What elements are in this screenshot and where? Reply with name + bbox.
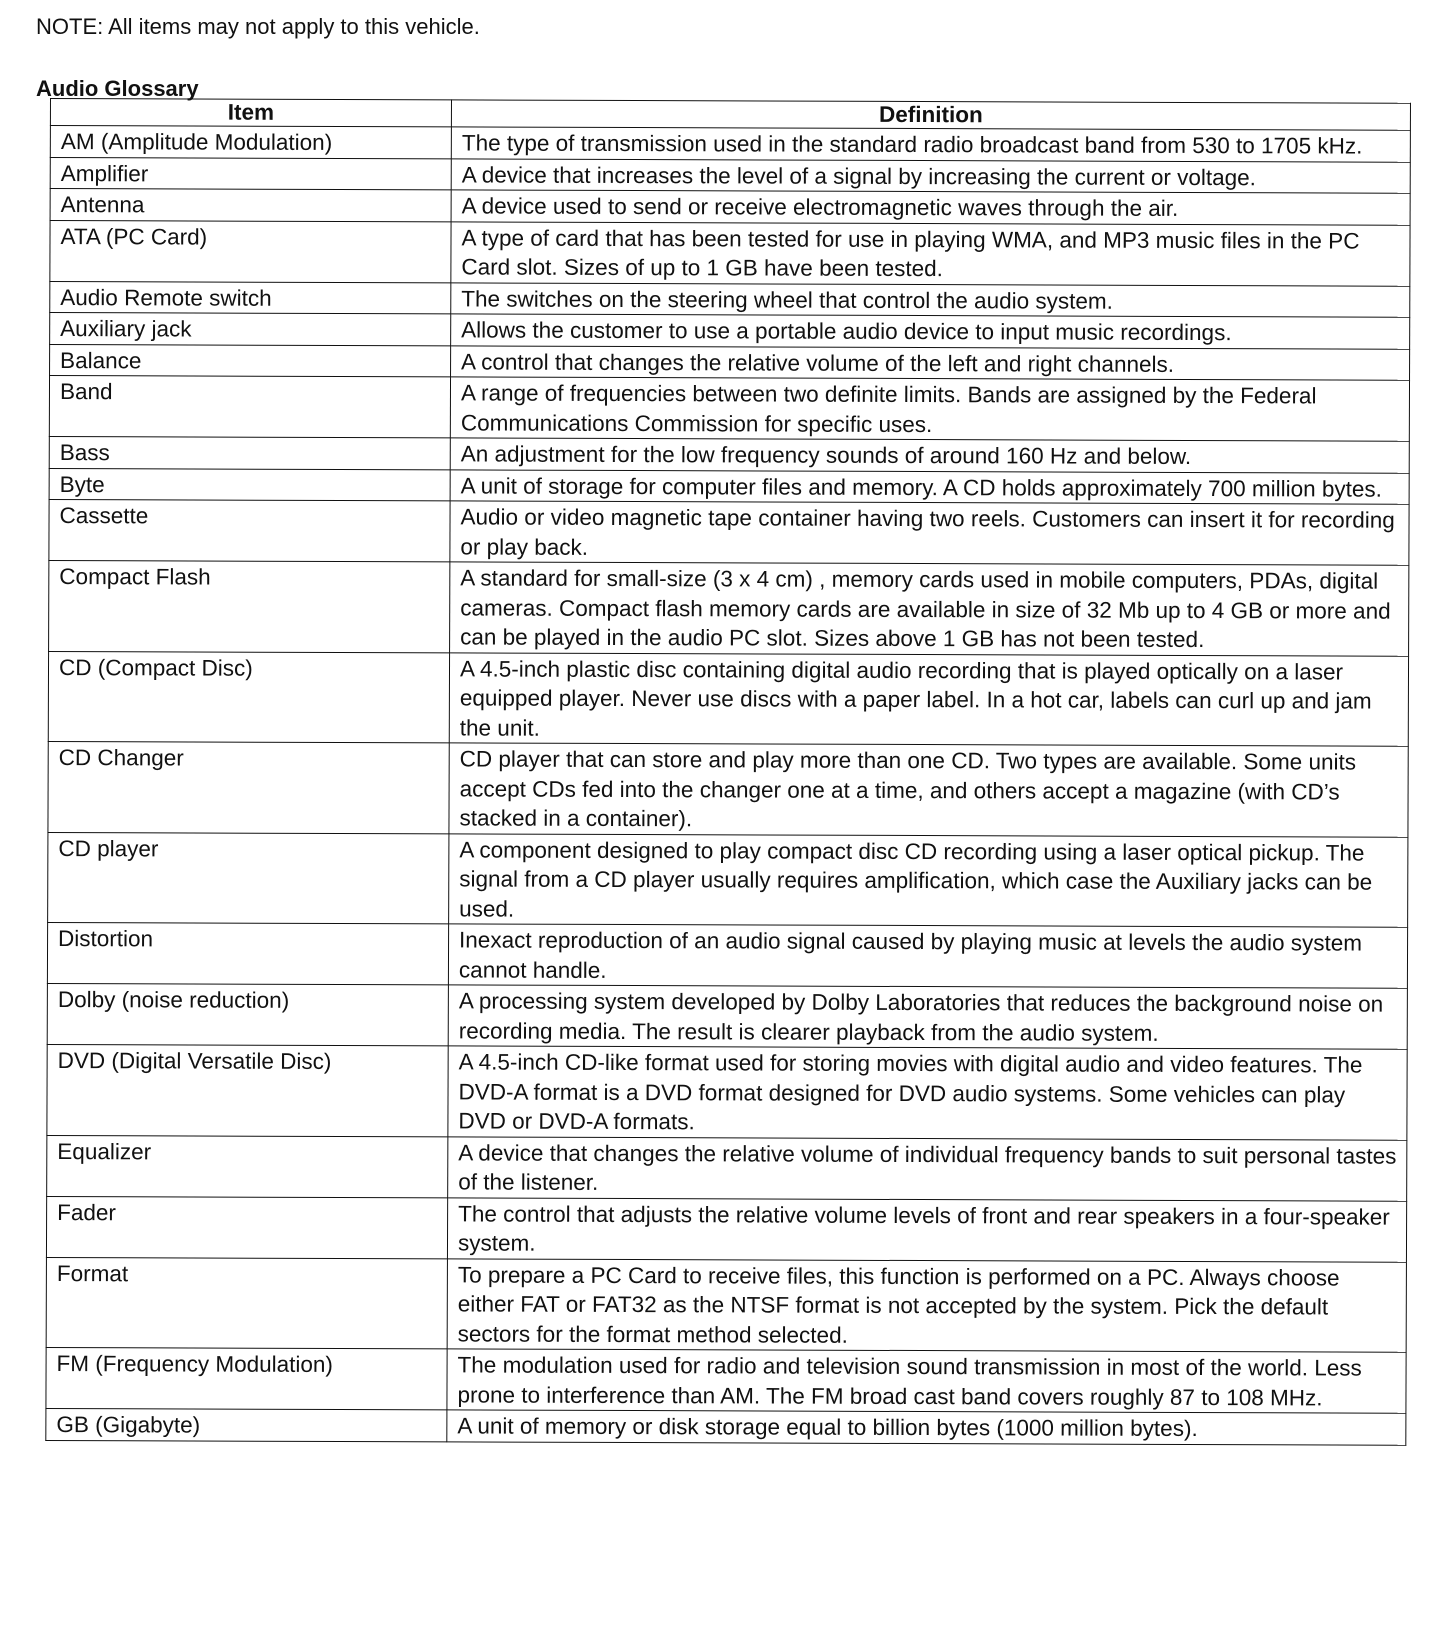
table-row xyxy=(46,1196,1406,1262)
glossary-definition: A processing system developed by Dolby Laboratories that reduces the background noise on recording media. The result is clearer playback from the audio system. xyxy=(448,985,1407,1049)
glossary-definition: A 4.5-inch plastic disc containing digital audio recording that is played optically on a laser equipped player. Never use discs with a paper label. In a hot car, labels can curl up and jam the unit. xyxy=(449,652,1408,746)
glossary-definition: The switches on the steering wheel that control the audio system. xyxy=(451,282,1410,317)
table-row xyxy=(50,344,1410,380)
column-header-definition: Definition xyxy=(451,100,1410,130)
glossary-definition: A component designed to play compact disc CD recording using a laser optical pickup. The signal from a CD player usually requires amplification, which case the Auxiliary jacks can be used. xyxy=(449,833,1408,927)
table-row xyxy=(46,1347,1406,1413)
table-header-row xyxy=(50,99,1410,131)
glossary-definition: To prepare a PC Card to receive files, this function is performed on a PC. Always choose either FAT or FAT32 as the NTSF format is not accepted by the system. Pick the default sectors for the format method selected. xyxy=(447,1258,1406,1352)
table-row xyxy=(49,499,1409,565)
table-row xyxy=(50,220,1410,286)
glossary-item: CD player xyxy=(48,832,449,924)
glossary-item: Bass xyxy=(49,436,450,469)
glossary-item: Band xyxy=(49,376,450,438)
glossary-definition: A standard for small-size (3 x 4 cm) , memory cards used in mobile computers, PDAs, digital cameras. Compact flash memory cards are available in size of 32 Mb up to 4 GB or more and can be played in the audio PC slot. Sizes above 1 GB has not been tested. xyxy=(450,562,1409,656)
glossary-definition: A control that changes the relative volume of the left and right channels. xyxy=(451,345,1410,380)
table-row xyxy=(47,1044,1407,1139)
glossary-item: Audio Remote switch xyxy=(50,281,451,314)
glossary-item: Equalizer xyxy=(47,1135,448,1197)
table-row xyxy=(49,560,1409,655)
glossary-item: GB (Gigabyte) xyxy=(46,1408,447,1441)
table-row xyxy=(50,126,1410,162)
glossary-item: Compact Flash xyxy=(49,560,450,652)
glossary-item: Amplifier xyxy=(50,157,451,190)
column-header-item: Item xyxy=(50,99,451,127)
table-row xyxy=(50,281,1410,317)
glossary-item: FM (Frequency Modulation) xyxy=(46,1347,447,1409)
table-row xyxy=(48,651,1408,746)
glossary-definition: The type of transmission used in the standard radio broadcast band from 530 to 1705 kHz. xyxy=(451,127,1410,162)
table-row xyxy=(49,468,1409,504)
glossary-item: Distortion xyxy=(47,922,448,984)
glossary-definition: Inexact reproduction of an audio signal caused by playing music at levels the audio system cannot handle. xyxy=(448,924,1407,988)
section-title: Audio Glossary xyxy=(36,76,199,101)
glossary-item: ATA (PC Card) xyxy=(50,220,451,282)
table-row xyxy=(47,922,1407,988)
table-row xyxy=(46,1408,1406,1444)
table-row xyxy=(50,157,1410,193)
glossary-item: Byte xyxy=(49,468,450,501)
vehicle-note: NOTE: All items may not apply to this vehicle. xyxy=(36,14,480,39)
glossary-item: Auxiliary jack xyxy=(50,313,451,346)
glossary-item: Cassette xyxy=(49,499,450,561)
table-row xyxy=(47,983,1407,1049)
glossary-definition: Allows the customer to use a portable audio device to input music recordings. xyxy=(451,314,1410,349)
glossary-definition: The control that adjusts the relative volume levels of front and rear speakers in a four-speaker system. xyxy=(447,1197,1406,1261)
glossary-item: Antenna xyxy=(50,189,451,222)
table-row xyxy=(49,376,1409,442)
table-row xyxy=(48,832,1408,927)
table-row xyxy=(46,1257,1406,1352)
table-row xyxy=(50,189,1410,225)
table-row xyxy=(49,436,1409,472)
glossary-item: Format xyxy=(46,1257,447,1349)
glossary-definition: A device that changes the relative volume of individual frequency bands to suit personal tastes of the listener. xyxy=(448,1136,1407,1200)
glossary-item: Dolby (noise reduction) xyxy=(47,983,448,1045)
table-row xyxy=(47,1135,1407,1201)
glossary-definition: An adjustment for the low frequency sounds of around 160 Hz and below. xyxy=(450,438,1409,473)
glossary-item: Balance xyxy=(50,344,451,377)
glossary-definition: A unit of memory or disk storage equal to billion bytes (1000 million bytes). xyxy=(447,1410,1406,1445)
glossary-definition: A range of frequencies between two definite limits. Bands are assigned by the Federal Communications Commission for specific uses. xyxy=(450,377,1409,441)
table-row xyxy=(50,313,1410,349)
glossary-definition: The modulation used for radio and television sound transmission in most of the world. Less prone to interference than AM. The FM broad cast band covers roughly 87 to 108 MHz. xyxy=(447,1349,1406,1413)
glossary-item: CD (Compact Disc) xyxy=(48,651,449,743)
glossary-item: Fader xyxy=(46,1196,447,1258)
glossary-definition: A device used to send or receive electromagnetic waves through the air. xyxy=(451,190,1410,225)
glossary-body xyxy=(46,126,1411,1445)
glossary-definition: A type of card that has been tested for use in playing WMA, and MP3 music files in the PC Card slot. Sizes of up to 1 GB have been tested. xyxy=(451,221,1410,285)
glossary-definition: A device that increases the level of a signal by increasing the current or voltage. xyxy=(451,158,1410,193)
glossary-item: CD Changer xyxy=(48,741,449,833)
glossary-definition: Audio or video magnetic tape container having two reels. Customers can insert it for recording or play back. xyxy=(450,501,1409,565)
table-row xyxy=(48,741,1408,836)
glossary-item: DVD (Digital Versatile Disc) xyxy=(47,1044,448,1136)
audio-glossary-table xyxy=(45,98,1411,1445)
glossary-definition: A unit of storage for computer files and memory. A CD holds approximately 700 million bytes. xyxy=(450,469,1409,504)
glossary-definition: CD player that can store and play more than one CD. Two types are available. Some units accept CDs fed into the changer one at a time, and others accept a magazine (with CD’s stacked in a container). xyxy=(449,743,1408,837)
glossary-definition: A 4.5-inch CD-like format used for storing movies with digital audio and video features. The DVD-A format is a DVD format designed for DVD audio systems. Some vehicles can play DVD or DVD-A formats. xyxy=(448,1046,1407,1140)
glossary-item: AM (Amplitude Modulation) xyxy=(50,126,451,159)
